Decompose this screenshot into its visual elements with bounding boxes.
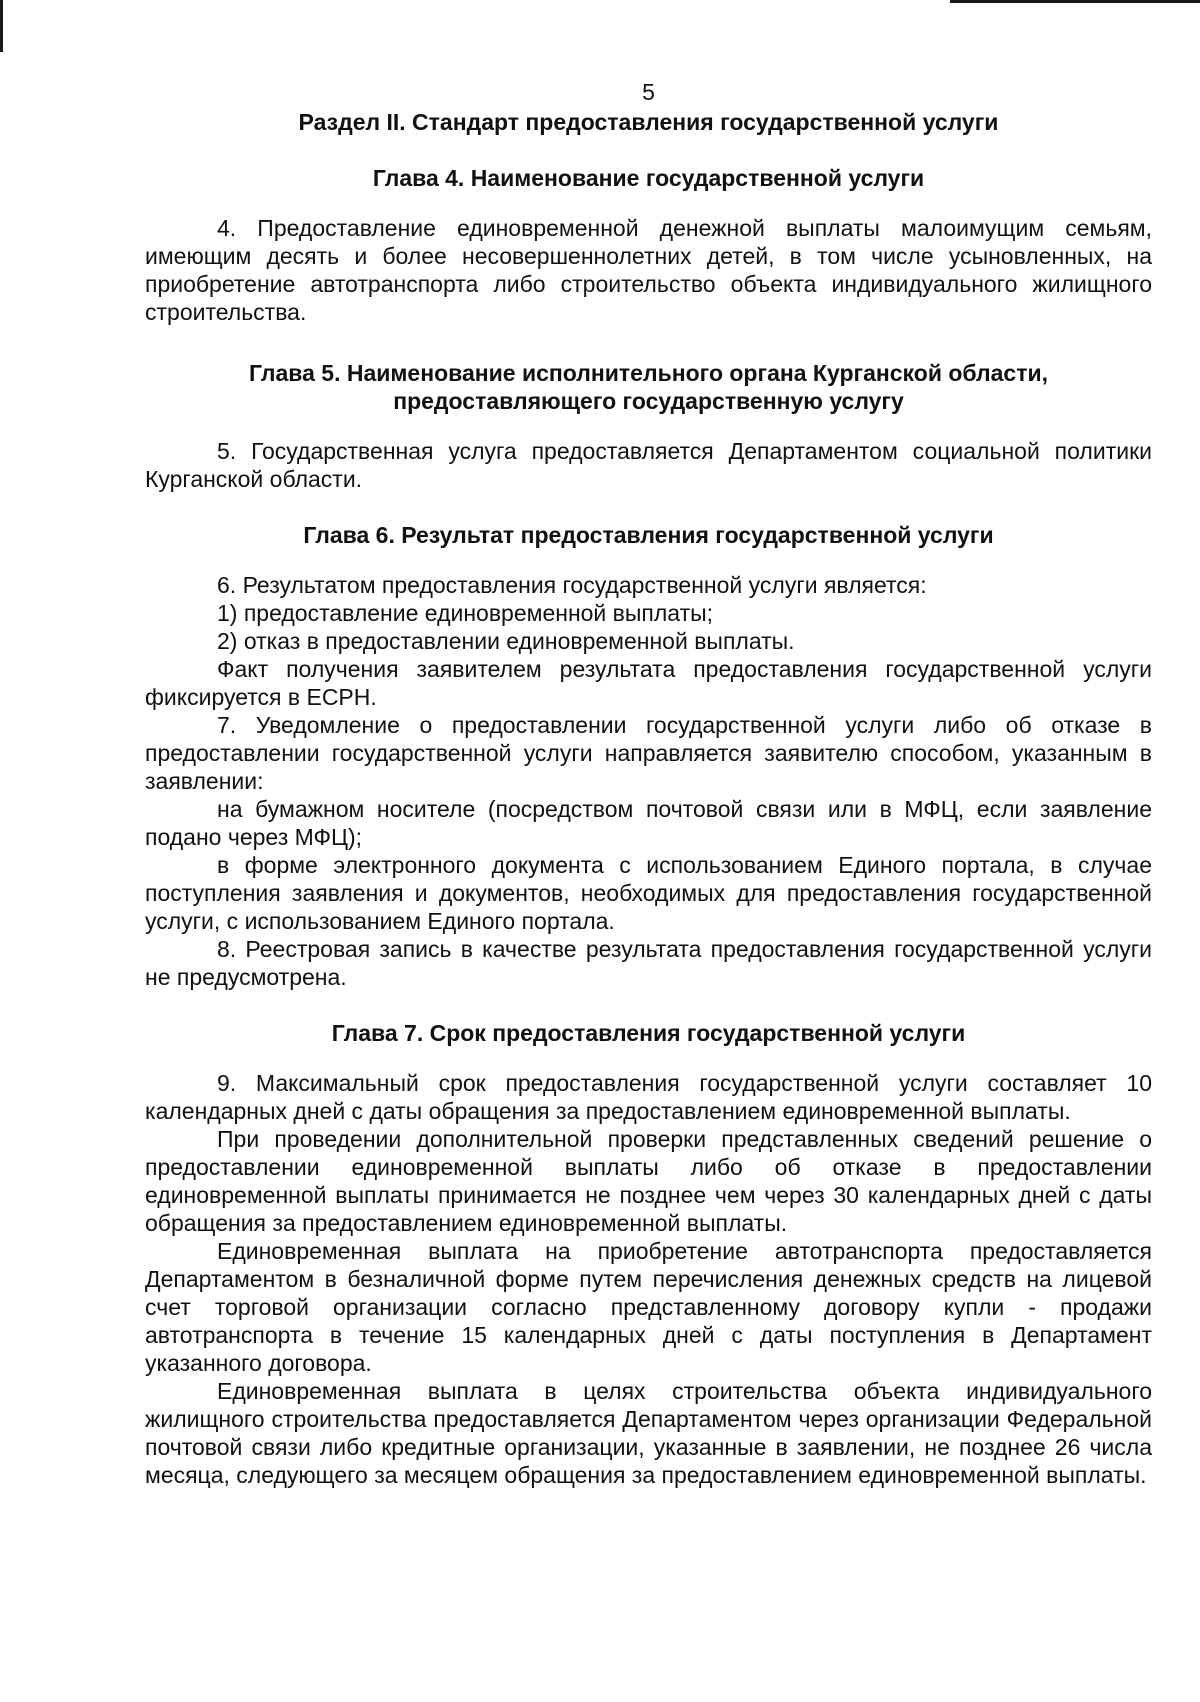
chapter-5-title-line-1: Глава 5. Наименование исполнительного органа Курганской области, — [248, 360, 1049, 386]
paragraph: 9. Максимальный срок предоставления государственной услуги составляет 10 календарных дней с даты обращения за предоставлением единовременной выплаты. — [145, 1070, 1152, 1124]
paragraph: 5. Государственная услуга предоставляется Департаментом социальной политики Курганской области. — [145, 438, 1152, 492]
chapter-7-title: Глава 7. Срок предоставления государственной услуги — [331, 1020, 966, 1046]
paragraph: Факт получения заявителем результата предоставления государственной услуги фиксируется в ЕСРН. — [145, 656, 1152, 710]
chapter-5-title — [145, 359, 1152, 415]
scan-edge-mark-left — [0, 0, 3, 52]
paragraph: 1) предоставление единовременной выплаты; — [217, 600, 714, 626]
chapter-4-body — [145, 214, 1152, 326]
paragraph: на бумажном носителе (посредством почтовой связи или в МФЦ, если заявление подано через МФЦ); — [145, 796, 1152, 850]
paragraph: Единовременная выплата в целях строительства объекта индивидуального жилищного строительства предоставляется Департаментом через организации Федеральной почтовой связи либо кредитные организации, указанные в заявлении, не позднее 26 числа месяца, следующего за месяцем обращения за предоставлением единовременной выплаты. — [145, 1378, 1152, 1488]
chapter-7-body — [145, 1069, 1152, 1489]
chapter-6-body — [145, 571, 1152, 991]
paragraph: 8. Реестровая запись в качестве результата предоставления государственной услуги не предусмотрена. — [145, 936, 1152, 990]
paragraph: в форме электронного документа с использованием Единого портала, в случае поступления заявления и документов, необходимых для предоставления государственной услуги, с использованием Единого портала. — [145, 852, 1152, 934]
chapter-6-title: Глава 6. Результат предоставления государственной услуги — [303, 522, 994, 548]
page-number: 5 — [642, 79, 655, 105]
chapter-5-body — [145, 437, 1152, 493]
paragraph: 4. Предоставление единовременной денежной выплаты малоимущим семьям, имеющим десять и более несовершеннолетних детей, в том числе усыновленных, на приобретение автотранспорта либо строительство объекта индивидуального жилищного строительства. — [145, 215, 1152, 325]
paragraph: 7. Уведомление о предоставлении государственной услуги либо об отказе в предоставлении государственной услуги направляется заявителю способом, указанным в заявлении: — [145, 712, 1152, 794]
paragraph: 6. Результатом предоставления государственной услуги является: — [217, 572, 927, 598]
chapter-4-title: Глава 4. Наименование государственной услуги — [372, 165, 925, 191]
paragraph: При проведении дополнительной проверки представленных сведений решение о предоставлении единовременной выплаты либо об отказе в предоставлении единовременной выплаты принимается не позднее чем через 30 календарных дней с даты обращения за предоставлением единовременной выплаты. — [145, 1126, 1152, 1236]
chapter-5-title-line-2: предоставляющего государственную услугу — [393, 388, 904, 414]
scan-edge-mark-top — [950, 0, 1200, 3]
section-title: Раздел II. Стандарт предоставления государственной услуги — [298, 109, 999, 135]
document-body — [145, 78, 1152, 1489]
paragraph: Единовременная выплата на приобретение автотранспорта предоставляется Департаментом в безналичной форме путем перечисления денежных средств на лицевой счет торговой организации согласно представленному договору купли - продажи автотранспорта в течение 15 календарных дней с даты поступления в Департамент указанного договора. — [145, 1238, 1152, 1376]
paragraph: 2) отказ в предоставлении единовременной выплаты. — [217, 628, 795, 654]
